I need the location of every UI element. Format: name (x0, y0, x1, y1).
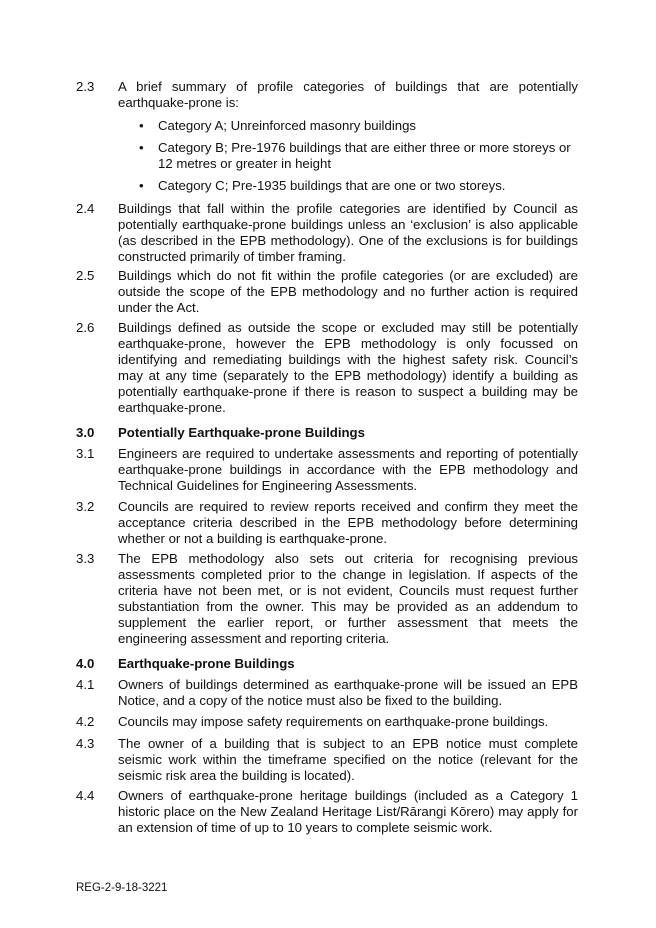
clause-number: 4.4 (76, 788, 95, 803)
heading-number: 3.0 (76, 425, 95, 440)
clause-text: Engineers are required to undertake assessments and reporting of potentially earthquake-prone buildings in accordance with the EPB methodology and Technical Guidelines for Engineering Assessments. (118, 446, 578, 493)
heading-text: Earthquake-prone Buildings (118, 656, 295, 671)
clause-2-6 (76, 320, 578, 416)
clause-number: 2.6 (76, 320, 95, 335)
clause-text: The owner of a building that is subject to an EPB notice must complete seismic work within the timeframe specified on the notice (relevant for the seismic risk area the building is located). (118, 736, 578, 783)
clause-text: Councils may impose safety requirements on earthquake-prone buildings. (118, 714, 549, 729)
clause-2-5 (76, 268, 578, 316)
document-reference: REG-2-9-18-3221 (76, 882, 168, 894)
list-item (118, 178, 578, 194)
clause-number: 4.1 (76, 677, 95, 692)
clause-3-2 (76, 499, 578, 547)
clause-text: A brief summary of profile categories of buildings that are potentially earthquake-prone is: (118, 79, 578, 110)
section-heading-4 (76, 656, 578, 672)
bullet-icon: • (139, 140, 144, 155)
clause-number: 2.4 (76, 201, 95, 216)
clause-4-4 (76, 788, 578, 836)
section-heading-3 (76, 425, 578, 441)
bullet-icon: • (139, 118, 144, 133)
list-item (118, 140, 578, 172)
clause-number: 3.3 (76, 551, 95, 566)
clause-4-2 (76, 714, 578, 730)
clause-2-4 (76, 201, 578, 265)
clause-4-1 (76, 677, 578, 709)
clause-text: Owners of earthquake-prone heritage buildings (included as a Category 1 historic place on the New Zealand Heritage List/Rārangi Kōrero) may apply for an extension of time of up to 10 years to complete seismic work. (118, 788, 578, 835)
clause-text: The EPB methodology also sets out criteria for recognising previous assessments completed prior to the change in legislation. If aspects of the criteria have not been met, or is not evident, Councils must request further substantiation from the owner. This may be provided as an addendum to supplement the earlier report, or further assessment that meets the engineering assessment and reporting criteria. (118, 551, 578, 646)
bullet-icon: • (139, 178, 144, 193)
list-item-text: Category C; Pre-1935 buildings that are one or two storeys. (158, 178, 506, 193)
heading-text: Potentially Earthquake-prone Buildings (118, 425, 365, 440)
clause-text: Councils are required to review reports received and confirm they meet the acceptance criteria described in the EPB methodology before determining whether or not a building is earthquake-prone. (118, 499, 578, 546)
clause-4-3 (76, 736, 578, 784)
clause-text: Buildings which do not fit within the profile categories (or are excluded) are outside the scope of the EPB methodology and no further action is required under the Act. (118, 268, 578, 315)
list-item-text: Category B; Pre-1976 buildings that are either three or more storeys or 12 metres or greater in height (158, 140, 571, 171)
clause-number: 4.3 (76, 736, 95, 751)
clause-2-3 (76, 79, 578, 111)
clause-3-1 (76, 446, 578, 494)
clause-number: 2.3 (76, 79, 95, 94)
clause-text: Buildings that fall within the profile categories are identified by Council as potentially earthquake-prone buildings unless an ‘exclusion’ is also applicable (as described in the EPB methodology). One of the exclusions is for buildings constructed primarily of timber framing. (118, 201, 578, 264)
heading-number: 4.0 (76, 656, 95, 671)
clause-number: 3.1 (76, 446, 95, 461)
list-item-text: Category A; Unreinforced masonry buildings (158, 118, 417, 133)
clause-text: Owners of buildings determined as earthquake-prone will be issued an EPB Notice, and a copy of the notice must also be fixed to the building. (118, 677, 578, 708)
list-item (118, 118, 578, 134)
clause-3-3 (76, 551, 578, 647)
clause-number: 2.5 (76, 268, 95, 283)
clause-text: Buildings defined as outside the scope or excluded may still be potentially earthquake-prone, however the EPB methodology is only focussed on identifying and remediating buildings with the highest safety risk. Council’s may at any time (separately to the EPB methodology) identify a building as potentially earthquake-prone if there is reason to suspect a building may be earthquake-prone. (118, 320, 578, 415)
clause-number: 3.2 (76, 499, 95, 514)
clause-number: 4.2 (76, 714, 95, 729)
